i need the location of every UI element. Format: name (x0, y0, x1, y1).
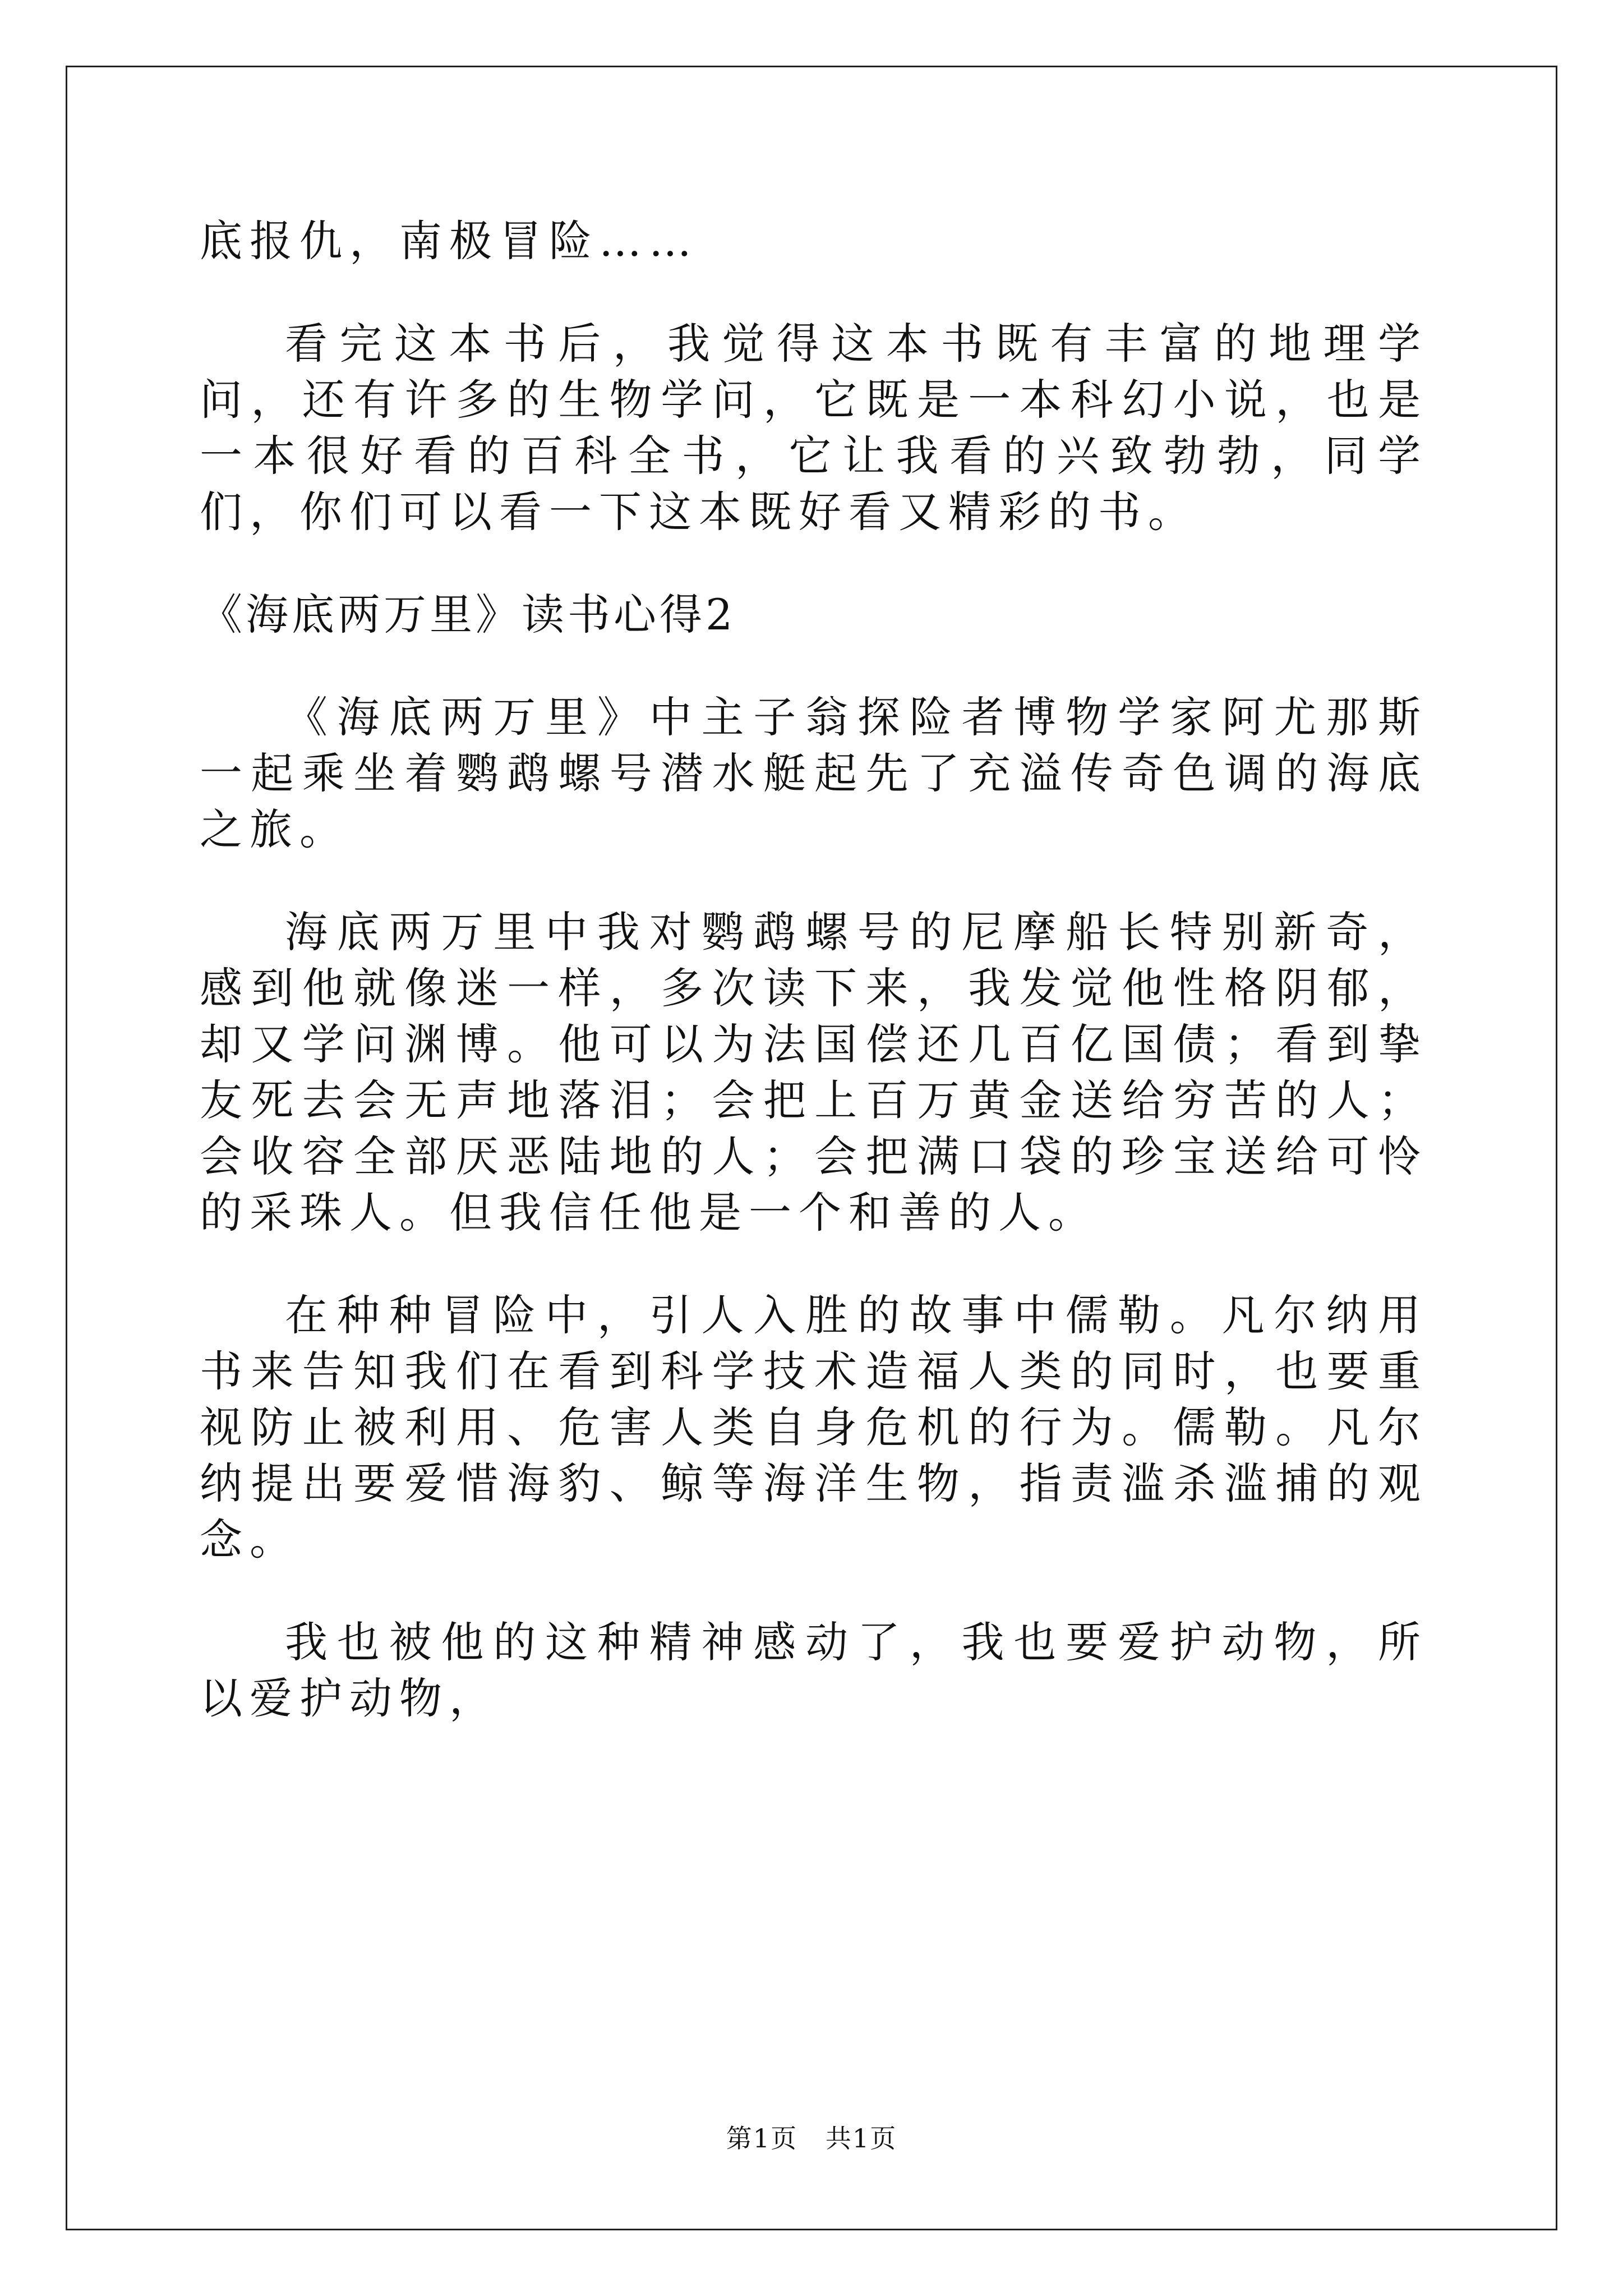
page-footer (0, 2122, 1623, 2155)
paragraph: 底报仇，南极冒险…… (200, 216, 699, 266)
section-heading: 《海底两万里》读书心得2 (200, 590, 736, 639)
paragraph: 看完这本书后，我觉得这本书既有丰富的地理学问，还有许多的生物学问，它既是一本科幻小说，也是一本很好看的百科全书，它让我看的兴致勃勃，同学们，你们可以看一下这本既好看又精彩的书。 (200, 319, 1428, 537)
paragraph: 海底两万里中我对鹦鹉螺号的尼摩船长特别新奇，感到他就像迷一样，多次读下来，我发觉他性格阴郁，却又学问渊博。他可以为法国偿还几百亿国债；看到挚友死去会无声地落泪；会把上百万黄金送给穷苦的人；会收容全部厌恶陆地的人；会把满口袋的珍宝送给可怜的采珠人。但我信任他是一个和善的人。 (200, 907, 1428, 1237)
page-number: 第1页 共1页 (726, 2123, 897, 2154)
document-body (200, 213, 1428, 1773)
paragraph: 在种种冒险中，引人入胜的故事中儒勒。凡尔纳用书来告知我们在看到科学技术造福人类的同时，也要重视防止被利用、危害人类自身危机的行为。儒勒。凡尔纳提出要爱惜海豹、鲸等海洋生物，指责滥杀滥捕的观念。 (200, 1290, 1428, 1565)
paragraph: 《海底两万里》中主子翁探险者博物学家阿尤那斯一起乘坐着鹦鹉螺号潜水艇起先了充溢传奇色调的海底之旅。 (200, 692, 1428, 854)
paragraph: 我也被他的这种精神感动了，我也要爱护动物，所以爱护动物， (200, 1617, 1428, 1723)
